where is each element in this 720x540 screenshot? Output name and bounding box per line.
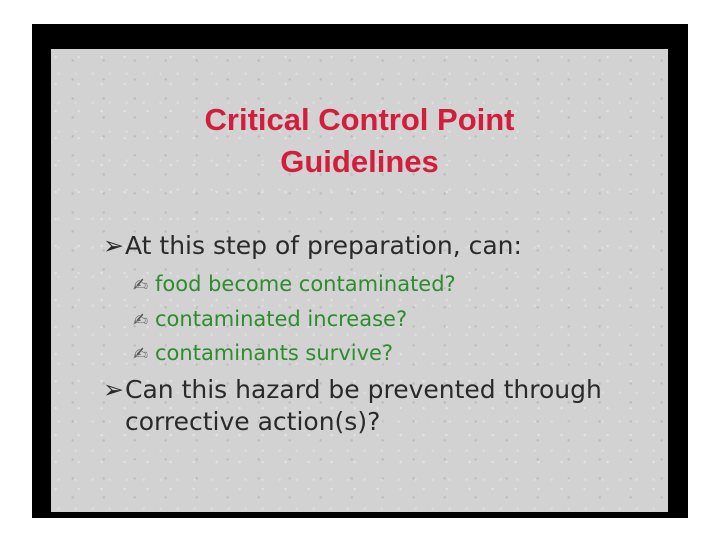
sub-bullet-text: food become contaminated?: [155, 272, 456, 296]
bullet-text: Can this hazard be prevented through corrective action(s)?: [125, 375, 602, 436]
slide: [51, 49, 668, 512]
slide-title: [51, 99, 668, 183]
sub-bullet-text: contaminants survive?: [155, 341, 394, 365]
pen-bullet-icon: ✍: [133, 275, 149, 296]
bullet-item-2: [103, 374, 643, 440]
sub-bullet-item-1: [133, 270, 456, 300]
title-line-1: Critical Control Point: [204, 102, 515, 137]
sub-bullet-item-2: [133, 305, 407, 335]
bullet-item-1: [103, 230, 643, 262]
arrow-bullet-icon: ➢: [103, 375, 124, 404]
sub-bullet-text: contaminated increase?: [155, 307, 408, 331]
pen-bullet-icon: ✍: [133, 344, 149, 365]
arrow-bullet-icon: ➢: [103, 231, 124, 260]
title-line-2: Guidelines: [280, 144, 439, 179]
pen-bullet-icon: ✍: [133, 310, 149, 331]
bullet-text: At this step of preparation, can:: [125, 231, 522, 260]
sub-bullet-item-3: [133, 339, 393, 369]
